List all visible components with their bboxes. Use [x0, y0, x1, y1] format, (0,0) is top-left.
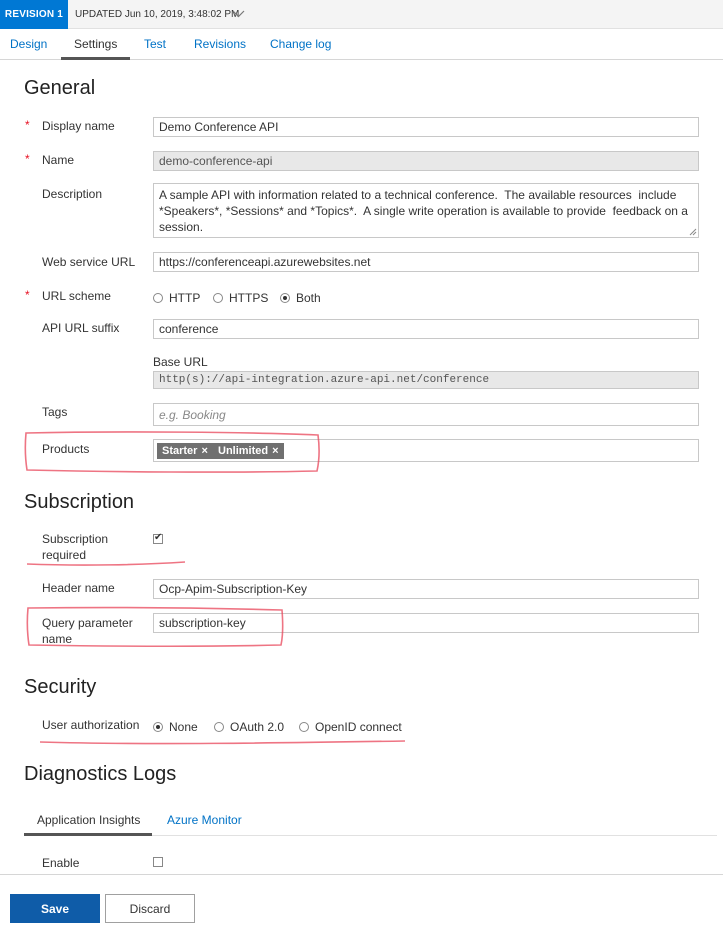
- header-name-label: Header name: [42, 581, 115, 595]
- subscription-required-label: Subscription required: [42, 532, 109, 562]
- tags-label: Tags: [42, 405, 68, 419]
- tab-design[interactable]: Design: [10, 37, 48, 51]
- required-marker: *: [25, 118, 30, 132]
- name-label: Name: [42, 153, 75, 167]
- diagnostics-heading: Diagnostics Logs: [24, 763, 177, 785]
- description-textarea[interactable]: [153, 183, 699, 238]
- web-service-url-label: Web service URL: [42, 255, 136, 269]
- auth-none-radio[interactable]: None: [153, 720, 198, 734]
- discard-button[interactable]: Discard: [105, 894, 195, 923]
- product-chip-starter: Starter ×: [157, 443, 213, 459]
- product-chip-unlimited: Unlimited ×: [213, 443, 284, 459]
- tags-input[interactable]: [153, 403, 699, 426]
- tab-settings[interactable]: Settings: [74, 37, 118, 51]
- tab-change-log[interactable]: Change log: [270, 37, 332, 51]
- save-button[interactable]: Save: [10, 894, 100, 923]
- display-name-input[interactable]: [153, 117, 699, 137]
- api-url-suffix-label: API URL suffix: [42, 321, 120, 335]
- url-scheme-http-radio[interactable]: HTTP: [153, 291, 200, 305]
- security-heading: Security: [24, 676, 97, 698]
- query-parameter-name-label: Query parameter name: [42, 616, 133, 646]
- subscription-heading: Subscription: [24, 491, 135, 513]
- footer-bar: [0, 874, 723, 931]
- auth-openid-radio[interactable]: OpenID connect: [299, 720, 402, 734]
- tab-test[interactable]: Test: [144, 37, 167, 51]
- subtab-application-insights[interactable]: Application Insights: [37, 813, 141, 827]
- required-marker: *: [25, 288, 30, 302]
- required-marker: *: [25, 152, 30, 166]
- general-heading: General: [24, 77, 96, 99]
- enable-label: Enable: [42, 856, 80, 870]
- subtab-azure-monitor[interactable]: Azure Monitor: [167, 813, 242, 827]
- revision-bar: [0, 0, 723, 29]
- updated-timestamp: UPDATED Jun 10, 2019, 3:48:02 PM: [75, 9, 240, 20]
- auth-oauth2-radio[interactable]: OAuth 2.0: [214, 720, 284, 734]
- subscription-required-checkbox[interactable]: [153, 534, 163, 544]
- header-name-input[interactable]: [153, 579, 699, 599]
- resize-handle-icon[interactable]: [689, 228, 697, 236]
- remove-icon[interactable]: ×: [201, 445, 208, 457]
- tab-revisions[interactable]: Revisions: [194, 37, 247, 51]
- products-input[interactable]: [153, 439, 699, 462]
- web-service-url-input[interactable]: [153, 252, 699, 272]
- query-parameter-name-input[interactable]: [153, 613, 699, 633]
- products-label: Products: [42, 442, 90, 456]
- base-url-label: Base URL: [153, 355, 208, 369]
- diagnostics-subtabs: [24, 806, 717, 836]
- base-url-value: [153, 371, 699, 389]
- enable-checkbox[interactable]: [153, 857, 163, 867]
- api-url-suffix-input[interactable]: [153, 319, 699, 339]
- active-subtab-indicator: [24, 833, 152, 836]
- display-name-label: Display name: [42, 119, 115, 133]
- remove-icon[interactable]: ×: [272, 445, 279, 457]
- chevron-down-icon[interactable]: [232, 10, 245, 18]
- url-scheme-https-radio[interactable]: HTTPS: [213, 291, 268, 305]
- url-scheme-both-radio[interactable]: Both: [280, 291, 321, 305]
- user-authorization-label: User authorization: [42, 718, 140, 732]
- name-input: [153, 151, 699, 171]
- description-label: Description: [42, 187, 103, 201]
- active-tab-indicator: [61, 57, 130, 60]
- api-tabs: [0, 29, 723, 60]
- url-scheme-label: URL scheme: [42, 289, 111, 303]
- revision-badge[interactable]: REVISION 1: [0, 0, 68, 29]
